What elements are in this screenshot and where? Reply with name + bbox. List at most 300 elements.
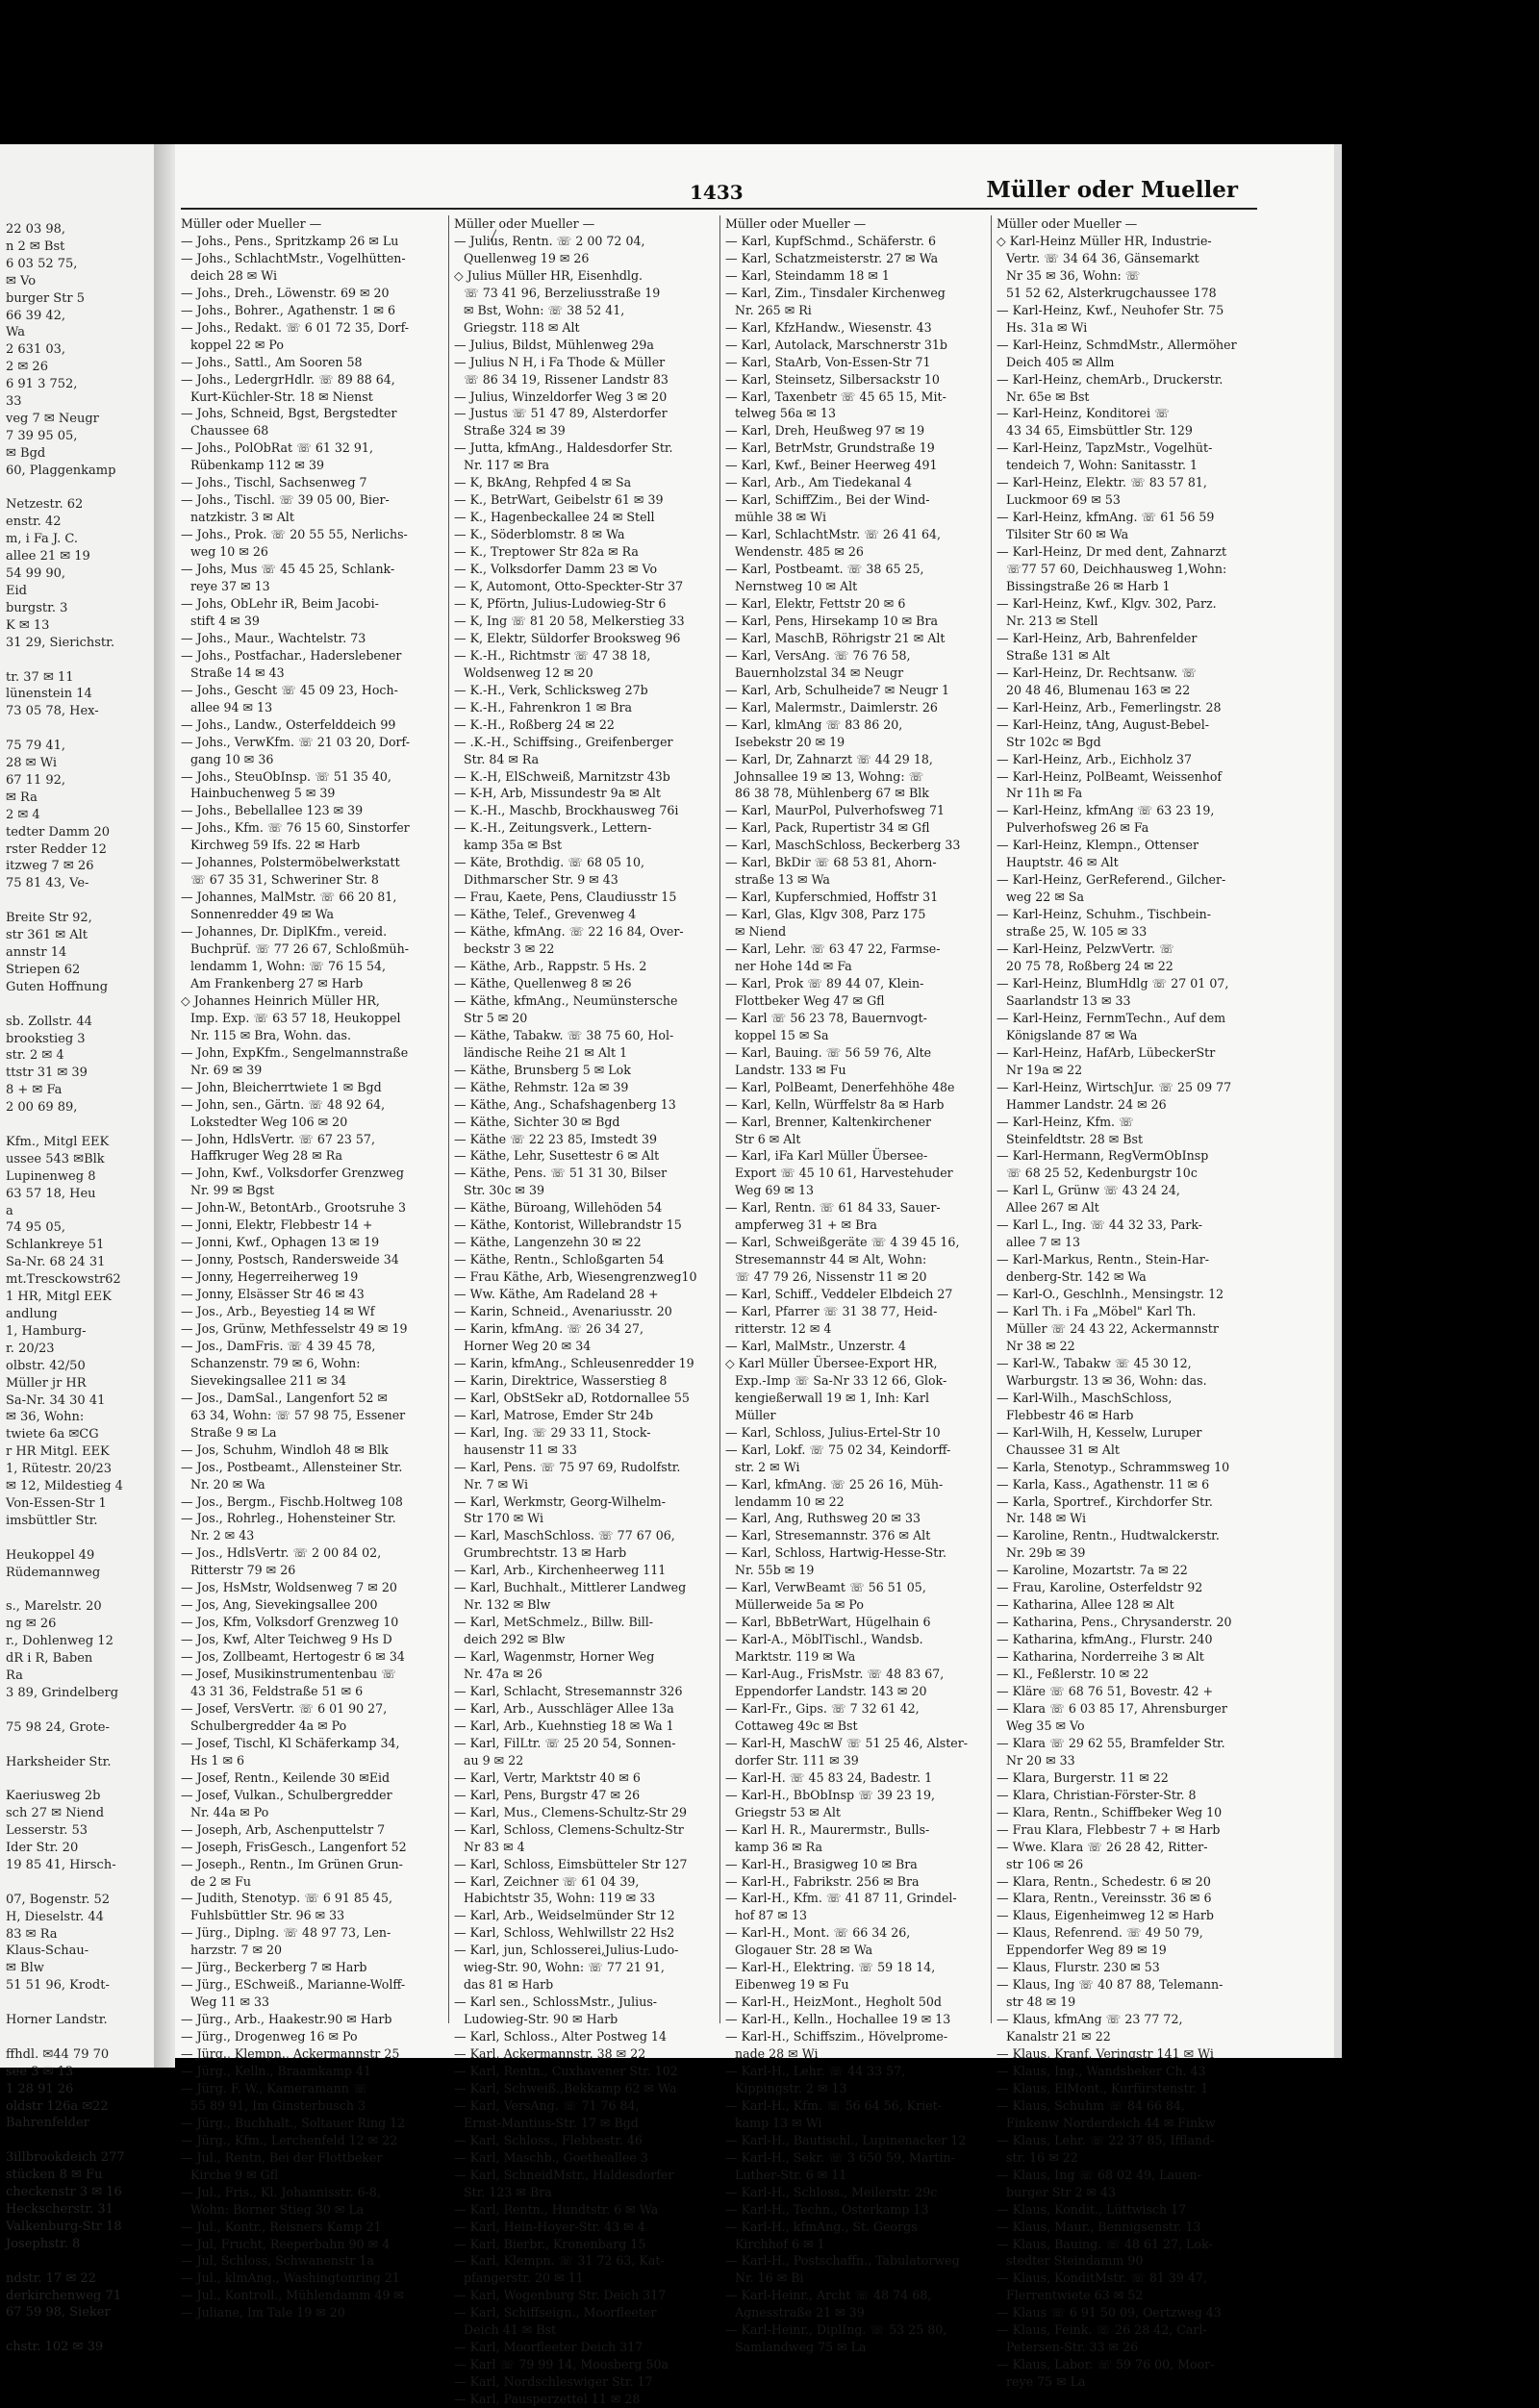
directory-entry-line: Nr. 47a ✉ 26 [464,1667,542,1682]
directory-entry-line: — Karl, Taxenbetr ☏ 45 65 15, Mit- [725,389,946,404]
directory-entry-line: — Käte, Brothdig. ☏ 68 05 10, [454,855,645,870]
directory-entry-line: Nr. 20 ✉ Wa [190,1476,265,1492]
directory-entry-line: — Karl, Rentn., Cuxhavener Str. 102 [454,2063,678,2078]
directory-entry-line: Schanzenstr. 79 ✉ 6, Wohn: [190,1355,361,1370]
directory-entry-line: — Karl-Heinz, Elektr. ☏ 83 57 81, [997,475,1207,490]
directory-entry-line: — Karl-Heinz, Arb., Eichholz 37 [997,751,1192,766]
directory-entry-line: — Jürg. F. W., Kameramann ☏ [181,2080,368,2095]
fragment-line: ✉ Ra [6,790,38,805]
fragment-line: ✉ 12, Mildestieg 4 [6,1479,123,1494]
directory-entry-line: Rübenkamp 112 ✉ 39 [190,458,324,473]
directory-entry-line: — Karl-H, MaschW ☏ 51 25 46, Alster- [725,1735,968,1750]
directory-entry-line: — Karl-A., MöblTischl., Wandsb. [725,1632,923,1647]
directory-entry-line: Sonnenredder 49 ✉ Wa [190,907,335,922]
directory-entry-line: — Karl-Heinz, TapzMstr., Vogelhüt- [997,440,1213,456]
directory-entry-line: — Jonni, Kwf., Ophagen 13 ✉ 19 [181,1235,380,1250]
directory-entry-line: — K., Treptower Str 82a ✉ Ra [454,544,639,560]
directory-entry-line: — Käthe, Rentn., Schloßgarten 54 [454,1252,665,1267]
fragment-line: 2 631 03, [6,342,66,358]
directory-entry-line: — K.-H., Verk, Schlicksweg 27b [454,682,648,697]
directory-entry-line: 55 89 91, Im Ginsterbusch 3 [190,2097,366,2113]
directory-entry-line: stift 4 ✉ 39 [190,613,260,628]
fragment-line: 54 99 90, [6,566,66,582]
fragment-line: ✉ 36, Wohn: [6,1410,85,1425]
book-gutter [154,144,175,2068]
directory-entry-line: — Karl, Wogenburg Str. Deich 317 [454,2288,667,2303]
directory-entry-line: — Johs., PolObRat ☏ 61 32 91, [181,440,373,456]
fragment-line [6,1702,150,1719]
directory-entry-line: Flottbeker Weg 47 ✉ Gfl [735,992,885,1008]
directory-entry-line: Kirche 9 ✉ Gfl [190,2167,279,2182]
column-divider [448,215,449,2023]
directory-entry-line: Kanalstr 21 ✉ 22 [1006,2029,1111,2044]
directory-entry-line: — Karl, Kupferschmied, Hoffstr 31 [725,890,939,905]
directory-entry-line: Nr. 117 ✉ Bra [464,458,550,473]
directory-entry-line: — Karl-Markus, Rentn., Stein-Har- [997,1252,1209,1267]
directory-entry-line: — Karl, Rentn., Hundtstr. 6 ✉ Wa [454,2201,659,2217]
directory-entry-line: — Juliane, Im Tale 19 ✉ 20 [181,2305,345,2320]
directory-entry-line: — Karl, Lokf. ☏ 75 02 34, Keindorff- [725,1442,951,1457]
fragment-line: Wa [6,325,25,340]
directory-entry-line: — Jos., DamSal., Langenfort 52 ✉ [181,1390,388,1405]
directory-entry-line: — Karoline, Rentn., Hudtwalckerstr. [997,1528,1220,1543]
directory-entry-line: — Jul., Rentn, Bei der Flottbeker [181,2149,383,2165]
directory-entry-line: — Karla, Sportref., Kirchdorfer Str. [997,1493,1213,1509]
directory-entry-line: — Klara, Burgerstr. 11 ✉ 22 [997,1769,1169,1785]
entry-column-4 [997,215,1258,2391]
directory-entry-line: — Karl L., Ing. ☏ 44 32 33, Park- [997,1217,1203,1233]
directory-entry-line: Johnsallee 19 ✉ 13, Wohng: ☏ [735,768,924,784]
directory-entry-line: — Karl-Heinz, Klempn., Ottenser [997,838,1198,853]
directory-entry-line: — Jürg., Klempn., Ackermannstr 25 [181,2046,400,2062]
directory-entry-line: — Karl-H., Bautischl., Lupinenacker 12 [725,2132,967,2147]
fragment-line: Kfm., Mitgl EEK [6,1134,110,1149]
directory-entry-line: — Karl-Heinz, chemArb., Druckerstr. [997,371,1224,387]
directory-entry-line: Bauernholzstal 34 ✉ Neugr [735,665,904,680]
directory-entry-line: — Karl, KfzHandw., Wiesenstr. 43 [725,319,932,335]
directory-entry-line: — Karl-Heinr., Archt ☏ 48 74 68, [725,2288,932,2303]
directory-entry-line: Wohn: Borner Stieg 30 ✉ La [190,2201,365,2217]
directory-entry-line: — Jonny, Elsässer Str 46 ✉ 43 [181,1287,365,1302]
directory-entry-line: — Karl, BkDir ☏ 68 53 81, Ahorn- [725,855,937,870]
fragment-line: burger Str 5 [6,290,86,306]
directory-entry-line: — Johs., LedergrHdlr. ☏ 89 88 64, [181,371,395,387]
directory-entry-line: — Jul, Schloss, Schwanenstr 1a [181,2253,374,2269]
directory-entry-line: — Karl, Zeichner ☏ 61 04 39, [454,1873,640,1889]
directory-entry-line: — Karl, Schiff., Veddeler Elbdeich 27 [725,1287,953,1302]
fragment-line: Heukoppel 49 [6,1547,95,1563]
directory-entry-line: — Karl-Heinz, Dr. Rechtsanw. ☏ [997,665,1198,680]
directory-entry-line: — Käthe, Kontorist, Willebrandstr 15 [454,1217,682,1233]
fragment-line: stücken 8 ✉ Fu [6,2168,103,2183]
directory-entry-line: Kirchhof 6 ✉ 1 [735,2236,825,2251]
directory-entry-line: — Karl, SchiffZim., Bei der Wind- [725,492,930,508]
directory-entry-line: — Karl, Schloss, Julius-Ertel-Str 10 [725,1424,941,1440]
directory-entry-line: pfangerstr. 20 ✉ 11 [464,2270,584,2286]
directory-entry-line: — Klaus, Ing ☏ 68 02 49, Lauen- [997,2167,1201,2182]
directory-entry-line: — Klaus ☏ 6 91 50 09, Oertzweg 43 [997,2305,1222,2320]
fragment-line [6,1116,150,1134]
directory-entry-line: kamp 13 ✉ Wi [735,2115,822,2130]
directory-entry-line: — Karl, Postbeamt. ☏ 38 65 25, [725,562,924,577]
directory-entry-line: — Karl, Pens. ☏ 75 97 69, Rudolfstr. [454,1459,681,1474]
fragment-line: ng ✉ 26 [6,1617,57,1632]
directory-entry-line: — Klaus, Kranf, Veringstr 141 ✉ Wi [997,2046,1214,2062]
directory-entry-line: — Klaus, Bauing. ☏ 48 61 27, Lok- [997,2236,1213,2251]
directory-entry-line: — Käthe, Ang., Schafshagenberg 13 [454,1096,676,1112]
directory-entry-line: Nr. 213 ✉ Stell [1006,613,1098,628]
directory-entry-line: — Karl, Matrose, Emder Str 24b [454,1407,654,1422]
directory-entry-line: Hainbuchenweg 5 ✉ 39 [190,786,336,801]
directory-entry-line: deich 292 ✉ Blw [464,1632,566,1647]
fragment-line [6,2253,150,2270]
directory-entry-line: — Karl, Lehr. ☏ 63 47 22, Farmse- [725,941,941,957]
directory-entry-line: — Karl, VersAng. ☏ 71 76 84, [454,2097,640,2113]
fragment-line: andlung [6,1307,58,1321]
directory-entry-line: — Karl, Steindamm 18 ✉ 1 [725,267,890,283]
fragment-line: 2 00 69 89, [6,1100,78,1116]
directory-entry-line: deich 28 ✉ Wi [190,267,278,283]
directory-entry-line: — Karl, Schloss, Wehlwillstr 22 Hs2 [454,1925,675,1941]
directory-entry-line: — Karl, Schlacht, Stresemannstr 326 [454,1684,683,1699]
column-divider [991,215,992,2023]
directory-entry-line: — K., Volksdorfer Damm 23 ✉ Vo [454,562,658,577]
directory-entry-line: — Karl, Pens, Hirsekamp 10 ✉ Bra [725,613,938,628]
directory-entry-line: — Karl, iFa Karl Müller Übersee- [725,1148,928,1164]
directory-entry-line: Deich 41 ✉ Bst [464,2322,557,2338]
fragment-line: Breite Str 92, [6,911,92,926]
directory-entry-line: — Joseph, FrisGesch., Langenfort 52 [181,1839,407,1854]
directory-entry-line: Nr. 115 ✉ Bra, Wohn. das. [190,1027,351,1042]
entry-column-1 [181,215,442,2321]
directory-entry-line: — Karl, Pfarrer ☏ 31 38 77, Heid- [725,1304,938,1319]
directory-entry-line: — Karl, MaschSchloss, Beckerberg 33 [725,838,961,853]
directory-entry-line: Deich 405 ✉ Allm [1006,354,1115,369]
directory-entry-line: — Karl, Schweißgeräte ☏ 4 39 45 16, [725,1235,960,1250]
directory-entry-line: — Jos., Bergm., Fischb.Holtweg 108 [181,1493,403,1509]
directory-entry-line: — Karl, Prok ☏ 89 44 07, Klein- [725,975,924,991]
directory-entry-line: Lokstedter Weg 106 ✉ 20 [190,1114,348,1129]
directory-entry-line: allee 7 ✉ 13 [1006,1235,1081,1250]
fragment-line: ttstr 31 ✉ 39 [6,1066,88,1081]
directory-entry-line: — Jürg., Kfm., Lerchenfeld 12 ✉ 22 [181,2132,398,2147]
directory-entry-line: — K., Söderblomstr. 8 ✉ Wa [454,527,625,542]
fragment-line: 1, Hamburg- [6,1323,87,1339]
directory-entry-line: Wendenstr. 485 ✉ 26 [735,544,864,560]
directory-entry-line: — Karl, Schloss, Clemens-Schultz-Str [454,1821,684,1837]
directory-entry-line: allee 94 ✉ 13 [190,699,273,715]
directory-entry-line: — Karin, Direktrice, Wasserstieg 8 [454,1372,668,1388]
fragment-line: imsbüttler Str. [6,1513,98,1528]
fragment-line: Ra [6,1668,23,1683]
directory-entry-line: — Julius, Rentn. ☏ 2 00 72 04, [454,233,645,248]
directory-entry-line: — Judith, Stenotyp. ☏ 6 91 85 45, [181,1891,392,1906]
directory-entry-line: — Karl, ObStSekr aD, Rotdornallee 55 [454,1390,690,1405]
fragment-line [6,1737,150,1754]
directory-entry-line: — Karl-Fr., Gips. ☏ 7 32 61 42, [725,1700,920,1716]
directory-entry-line: Allee 267 ✉ Alt [1006,1200,1099,1216]
directory-entry-line: — Katharina, Pens., Chrysanderstr. 20 [997,1615,1232,1630]
directory-entry-line: Nr. 265 ✉ Ri [735,302,812,317]
directory-entry-line: — Karl-Wilh, H, Kesselw, Luruper [997,1424,1202,1440]
fragment-line: oldstr 126a ✉22 [6,2098,109,2114]
directory-entry-line: — Klaus, Labor. ☏ 59 76 00, Moor- [997,2357,1215,2372]
directory-entry-line: Quellenweg 19 ✉ 26 [464,250,590,265]
directory-entry-line: Nr. 44a ✉ Po [190,1804,269,1819]
directory-entry-line: — John-W., BetontArb., Grootsruhe 3 [181,1200,406,1216]
directory-entry-line: — Johannes, Dr. DiplKfm., vereid. [181,924,388,940]
directory-entry-line: Straße 131 ✉ Alt [1006,647,1110,663]
directory-entry-line: — Karl, VersAng. ☏ 76 76 58, [725,647,911,663]
directory-entry-line: — Käthe ☏ 22 23 85, Imstedt 39 [454,1131,658,1146]
directory-entry-line: — Käthe, Sichter 30 ✉ Bgd [454,1114,620,1129]
directory-entry-line: ☏77 57 60, Deichhausweg 1,Wohn: [1006,562,1227,577]
directory-entry-line: — Johs., Kfm. ☏ 76 15 60, Sinstorfer [181,820,410,836]
directory-entry-line: — Karl, Elektr, Fettstr 20 ✉ 6 [725,595,906,611]
fragment-line: Bahrenfelder [6,2116,89,2131]
directory-entry-line: str 106 ✉ 26 [1006,1856,1084,1871]
directory-entry-line: ritterstr. 12 ✉ 4 [735,1321,832,1336]
fragment-line: K ✉ 13 [6,617,50,633]
fragment-line: H, Dieselstr. 44 [6,1909,104,1924]
directory-entry-line: — Jul., Kontroll., Mühlendamm 49 ✉ [181,2288,405,2303]
directory-entry-line: Hs 1 ✉ 6 [190,1752,245,1768]
fragment-line: ndstr. 17 ✉ 22 [6,2270,96,2286]
fragment-line: str 361 ✉ Alt [6,928,88,943]
directory-entry-line: koppel 15 ✉ Sa [735,1027,829,1042]
fragment-line: Müller jr HR [6,1375,87,1391]
directory-entry-line: — Jürg., Buchhalt., Soltauer Ring 12 [181,2115,406,2130]
directory-entry-line: straße 25, W. 105 ✉ 33 [1006,924,1148,940]
column-heading: Müller oder Mueller — [997,216,1138,231]
directory-entry-line: mühle 38 ✉ Wi [735,510,826,525]
directory-entry-line: — Karl, Arb., Am Tiedekanal 4 [725,475,912,490]
directory-entry-line: — Jul, Frucht, Reeperbahn 90 ✉ 4 [181,2236,391,2251]
directory-entry-line: — Karl, Arb., Kirchenheerweg 111 [454,1563,667,1578]
directory-entry-line: — Klaus, Lehr. ☏ 22 37 85, Iffland- [997,2132,1215,2147]
directory-entry-line: 43 34 65, Eimsbüttler Str. 129 [1006,423,1193,439]
directory-entry-line: Vertr. ☏ 34 64 36, Gänsemarkt [1006,250,1199,265]
directory-entry-line: — Klaus, Ing ☏ 40 87 88, Telemann- [997,1977,1224,1993]
directory-entry-line: — Jos, Grünw, Methfesselstr 49 ✉ 19 [181,1321,408,1336]
fragment-line: str. 2 ✉ 4 [6,1048,64,1064]
directory-entry-line: — K, Automont, Otto-Speckter-Str 37 [454,579,684,594]
directory-entry-line: — Karl-Heinz, Konditorei ☏ [997,406,1170,421]
directory-entry-line: Export ☏ 45 10 61, Harvestehuder [735,1166,953,1181]
fragment-line: 51 51 96, Krodt- [6,1978,110,1994]
directory-entry-line: — Karl-Aug., FrisMstr. ☏ 48 83 67, [725,1667,945,1682]
directory-entry-line: — Jürg., Kelln., Braamkamp 41 [181,2063,371,2078]
directory-entry-line: — K., Hagenbeckallee 24 ✉ Stell [454,510,655,525]
directory-entry-line: — Karl ☏ 56 23 78, Bauernvogt- [725,1010,927,1025]
directory-entry-line: beckstr 3 ✉ 22 [464,941,555,957]
fragment-line: 63 57 18, Heu [6,1186,96,1201]
directory-entry-line: — Johs., Landw., Osterfelddeich 99 [181,716,396,732]
directory-entry-line: Straße 9 ✉ La [190,1424,277,1440]
fragment-line: Von-Essen-Str 1 [6,1495,107,1511]
directory-entry-line: — Käthe, Quellenweg 8 ✉ 26 [454,975,632,991]
directory-entry-line: — Käthe, Büroang, Willehöden 54 [454,1200,663,1216]
directory-entry-line: — Käthe, Brunsberg 5 ✉ Lok [454,1062,631,1077]
fragment-line: 28 ✉ Wi [6,756,57,771]
directory-entry-line: — Käthe, Rehmstr. 12a ✉ 39 [454,1079,629,1094]
directory-entry-line: — Johannes, Polstermöbelwerkstatt [181,855,400,870]
directory-entry-line: — Karl, Schloss., Flebbestr. 46 [454,2132,643,2147]
directory-entry-line: — Karl ☏ 79 99 14, Moosberg 50a [454,2357,669,2372]
directory-entry-line: — Josef, Vulkan., Schulbergredder [181,1787,392,1802]
previous-page-text [6,221,150,2356]
directory-entry-line: — Jos, Kwf, Alter Teichweg 9 Hs D [181,1632,392,1647]
directory-entry-line: — Karl-H., Mont. ☏ 66 34 26, [725,1925,911,1941]
directory-entry-line: — Karl, Pausperzettel 11 ✉ 28 [454,2392,641,2407]
directory-entry-line: Tilsiter Str 60 ✉ Wa [1006,527,1129,542]
directory-entry-line: — Johs., Dreh., Löwenstr. 69 ✉ 20 [181,285,390,300]
directory-entry-line: — Karl-Heinz, kfmAng. ☏ 61 56 59 [997,510,1215,525]
directory-entry-line: ☏ 86 34 19, Rissener Landstr 83 [464,371,669,387]
directory-entry-line: — Jos., Rohrleg., Hohensteiner Str. [181,1511,396,1526]
directory-entry-line: ✉ Niend [735,924,787,940]
directory-entry-line: — Karl, BetrMstr, Grundstraße 19 [725,440,935,456]
directory-entry-line: — Karl, Rentn. ☏ 61 84 33, Sauer- [725,1200,941,1216]
column-heading: Müller oder Mueller — [181,216,322,231]
directory-entry-line: — Ww. Käthe, Am Radeland 28 + [454,1287,659,1302]
directory-entry-line: — Karl, FilLtr. ☏ 25 20 54, Sonnen- [454,1735,676,1750]
fragment-line [6,652,150,669]
directory-entry-line: — Jos, Kfm, Volksdorf Grenzweg 10 [181,1615,399,1630]
directory-entry-line: — Karl-H., Kfm. ☏ 56 64 56, Kriet- [725,2097,942,2113]
directory-entry-line: weg 22 ✉ Sa [1006,890,1085,905]
directory-entry-line: 20 75 78, Roßberg 24 ✉ 22 [1006,958,1173,973]
directory-entry-line: — Karl, Hein-Hoyer-Str. 43 ✉ 4 [454,2219,645,2234]
fragment-line: 6 91 3 752, [6,377,78,392]
fragment-line: sch 27 ✉ Niend [6,1806,105,1821]
directory-entry-line: — Joseph, Arb, Aschenputtelstr 7 [181,1821,386,1837]
directory-entry-line: 86 38 78, Mühlenberg 67 ✉ Blk [735,786,929,801]
directory-entry-line: Agnesstraße 21 ✉ 39 [735,2305,865,2320]
directory-entry-line: Isebekstr 20 ✉ 19 [735,734,845,749]
directory-entry-line: Sievekingsallee 211 ✉ 34 [190,1372,347,1388]
directory-entry-line: Woldsenweg 12 ✉ 20 [464,665,593,680]
directory-entry-line: — Karl, Schweiß.,Bekkamp 62 ✉ Wa [454,2080,677,2095]
fragment-line: Horner Landstr. [6,2013,108,2028]
fragment-line: burgstr. 3 [6,600,68,615]
directory-entry-line: — Johs., Sattl., Am Sooren 58 [181,354,363,369]
directory-entry-line: — Karl, Brenner, Kaltenkirchener [725,1114,932,1129]
directory-entry-line: — Klaus, Schuhm ☏ 84 66 84, [997,2097,1185,2113]
previous-page-fragment [0,144,156,2355]
directory-entry-line: Nr. 132 ✉ Blw [464,1597,551,1613]
page-header: Müller oder Mueller [986,177,1238,203]
directory-entry-line: — Klaus, Eigenheimweg 12 ✉ Harb [997,1908,1214,1923]
directory-entry-line: — Karl, MaurPol, Pulverhofsweg 71 [725,803,946,818]
fragment-line: Valkenburg-Str 18 [6,2219,122,2234]
directory-entry-line: — Karl-Heinz, Schuhm., Tischbein- [997,907,1211,922]
directory-entry-line: — Karl-Heinz, kfmAng ☏ 63 23 19, [997,803,1215,818]
directory-entry-line: — Josef, Tischl, Kl Schäferkamp 34, [181,1735,400,1750]
directory-entry-line: — Karl Th. i Fa „Möbel" Karl Th. [997,1304,1197,1319]
directory-entry-line: — Karl, Ing. ☏ 29 33 11, Stock- [454,1424,651,1440]
directory-entry-line: Nr. 69 ✉ 39 [190,1062,263,1077]
directory-entry-line: Kurt-Küchler-Str. 18 ✉ Nienst [190,389,373,404]
fragment-line: itzweg 7 ✉ 26 [6,859,94,874]
fragment-line: ussee 543 ✉Blk [6,1151,105,1166]
directory-entry-line: — John, ExpKfm., Sengelmannstraße [181,1044,409,1060]
directory-entry-line: gang 10 ✉ 36 [190,751,274,766]
directory-entry-line: — Karl, KupfSchmd., Schäferstr. 6 [725,233,936,248]
fragment-line: 2 ✉ 4 [6,807,40,822]
directory-entry-line: Straße 14 ✉ 43 [190,665,285,680]
directory-entry-line: — Karl, Schatzmeisterstr. 27 ✉ Wa [725,250,939,265]
fragment-line: lünenstein 14 [6,687,92,702]
directory-entry-line: — Karl-H., kfmAng., St. Georgs [725,2219,918,2234]
directory-entry-line: — Josef, VersVertr. ☏ 6 01 90 27, [181,1700,388,1716]
directory-entry-line: — Johs., VerwKfm. ☏ 21 03 20, Dorf- [181,734,411,749]
directory-entry-line: — Jos., HdlsVertr. ☏ 2 00 84 02, [181,1545,382,1561]
directory-entry-line: Haffkruger Weg 28 ✉ Ra [190,1148,343,1164]
directory-entry-line: — Jürg., Beckerberg 7 ✉ Harb [181,1960,367,1975]
directory-entry-line: — Jul., klmAng., Washingtonring 21 [181,2270,400,2286]
directory-entry-line: — K-H, Arb, Missundestr 9a ✉ Alt [454,786,661,801]
directory-entry-line: — Karl-Heinz, HafArb, LübeckerStr [997,1044,1216,1060]
directory-entry-line: 51 52 62, Alsterkrugchaussee 178 [1006,285,1217,300]
fragment-line: Eid [6,584,27,599]
directory-entry-line: — Karl, Wagenmstr, Horner Weg [454,1649,655,1665]
directory-entry-line: nade 28 ✉ Wi [735,2046,819,2062]
fragment-line: olbstr. 42/50 [6,1358,86,1373]
fragment-line: Josephstr. 8 [6,2236,81,2251]
directory-entry-line: — Karl-Heinz, GerReferend., Gilcher- [997,872,1226,888]
fragment-line [6,1994,150,2012]
directory-entry-line: — John, sen., Gärtn. ☏ 48 92 64, [181,1096,386,1112]
column-heading: Müller oder Mueller — [725,216,867,231]
directory-entry-line: — Karl-Heinz, tAng, August-Bebel- [997,716,1210,732]
directory-entry-line: Stresemannstr 44 ✉ Alt, Wohn: [735,1252,927,1267]
directory-entry-line: Nr 11h ✉ Fa [1006,786,1083,801]
directory-entry-line: — Karl, VerwBeamt ☏ 56 51 05, [725,1580,926,1595]
directory-entry-line: — Karl-H., Schloss., Meilerstr. 29c [725,2184,938,2199]
directory-entry-line: — Karl-Wilh., MaschSchloss, [997,1390,1173,1405]
directory-entry-line: — Karl, Moorfleeter Deich 317 [454,2340,643,2355]
directory-entry-line: denberg-Str. 142 ✉ Wa [1006,1269,1147,1285]
entry-column-2 [454,215,716,2408]
directory-entry-line: — Karl, Steinsetz, Silbersackstr 10 [725,371,940,387]
directory-entry-line: — Johs, ObLehr iR, Beim Jacobi- [181,595,379,611]
directory-entry-line: Nr 19a ✉ 22 [1006,1062,1083,1077]
directory-entry-line: ◇ Karl-Heinz Müller HR, Industrie- [997,233,1212,248]
directory-entry-line: — Karl, Pack, Rupertistr 34 ✉ Gfl [725,820,930,836]
directory-entry-line: — Jürg., Drogenweg 16 ✉ Po [181,2029,358,2044]
directory-entry-line: Nr 83 ✉ 4 [464,1839,525,1854]
directory-entry-line: Saarlandstr 13 ✉ 33 [1006,992,1131,1008]
directory-entry-line: str 48 ✉ 19 [1006,1994,1076,2010]
directory-entry-line: — K, Ing ☏ 81 20 58, Melkerstieg 33 [454,613,685,628]
directory-entry-line: burger Str 2 ✉ 43 [1006,2184,1117,2199]
directory-entry-line: — Karl, Schloss., Alter Postweg 14 [454,2029,667,2044]
fragment-line: Lupinenweg 8 [6,1168,96,1184]
directory-entry-line: — Karl, Arb., Weidselmünder Str 12 [454,1908,675,1923]
directory-entry-line: Luckmoor 69 ✉ 53 [1006,492,1121,508]
directory-entry-line: — Johs., Bebellallee 123 ✉ 39 [181,803,364,818]
directory-entry-line: Nr 38 ✉ 22 [1006,1338,1075,1353]
directory-entry-line: Chaussee 68 [190,423,269,439]
fragment-line: 60, Plaggenkamp [6,463,116,478]
directory-entry-line: str. 16 ✉ 22 [1006,2149,1078,2165]
directory-entry-line: Grumbrechtstr. 13 ✉ Harb [464,1545,627,1561]
directory-entry-line: — Jos., Arb., Beyestieg 14 ✉ Wf [181,1304,375,1319]
directory-entry-line: — Karl-H., Postschaffn., Tabulatorweg [725,2253,960,2269]
directory-entry-line: — Karl-H., Kfm. ☏ 41 87 11, Grindel- [725,1891,957,1906]
directory-entry-line: — Klaus, Flurstr. 230 ✉ 53 [997,1960,1160,1975]
